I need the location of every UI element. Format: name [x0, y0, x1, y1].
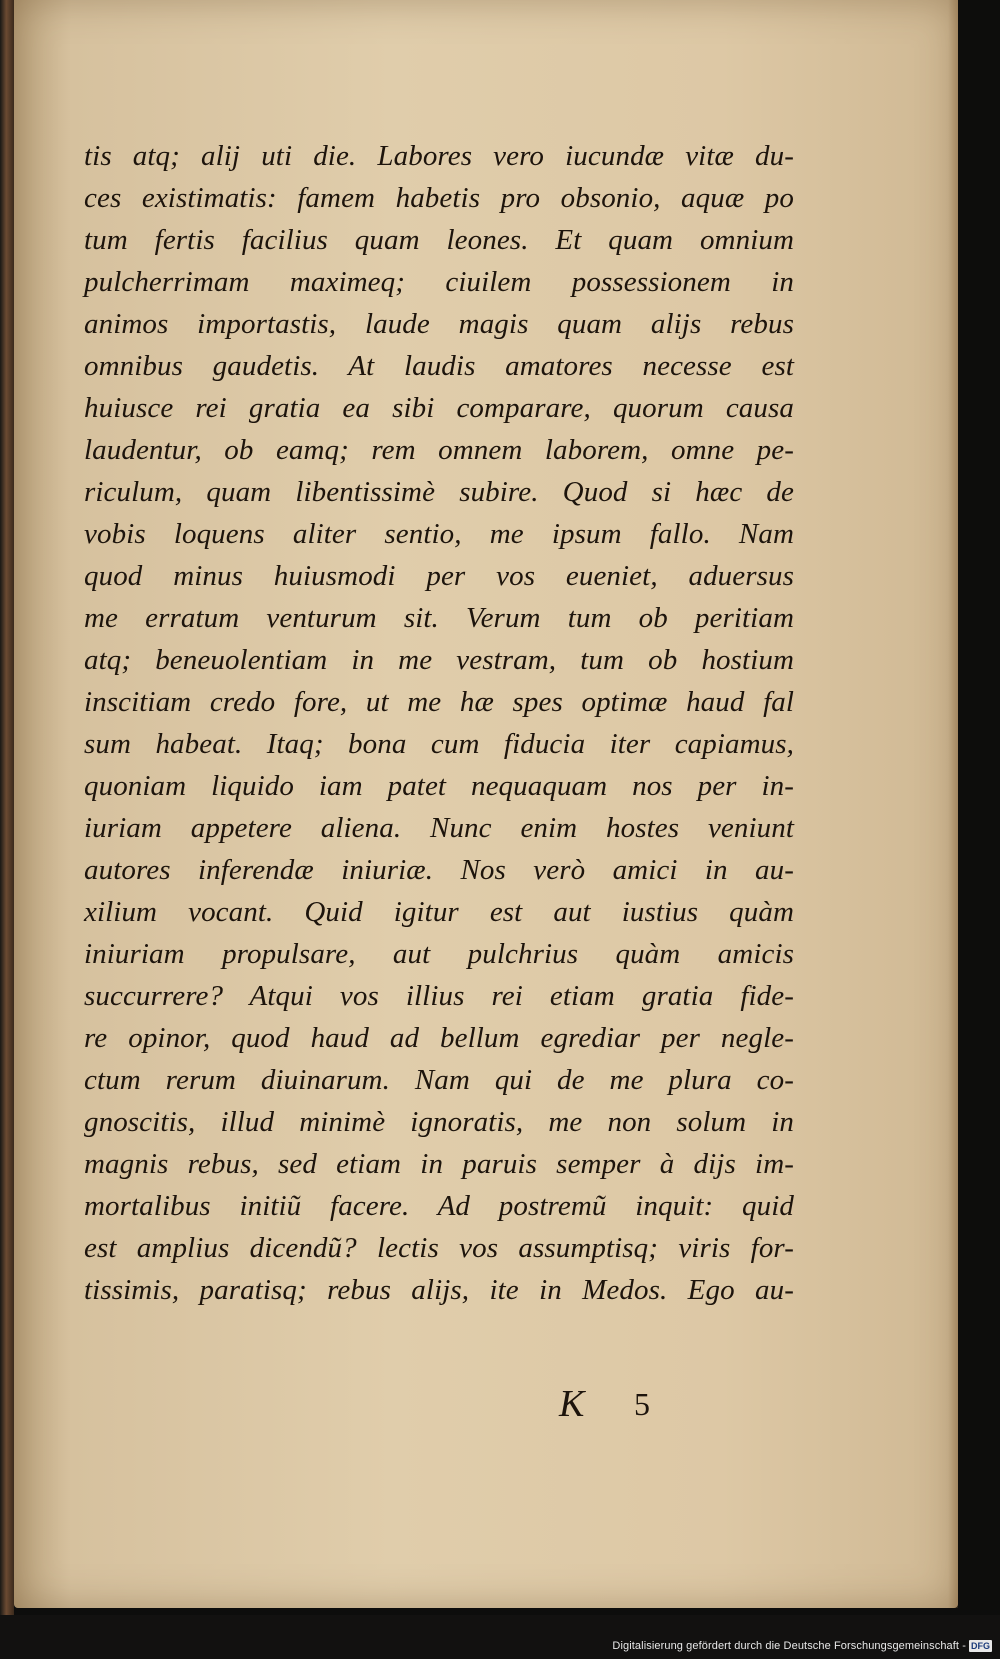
footer-credit-text: Digitalisierung gefördert durch die Deutsche Forschungsgemeinschaft -: [612, 1640, 966, 1652]
text-line: ctum rerum diuinarum. Nam qui de me plura co-: [84, 1064, 794, 1096]
book-page: [14, 0, 958, 1608]
text-line: gnoscitis, illud minimè ignoratis, me non solum in: [84, 1106, 794, 1138]
text-line: animos importastis, laude magis quam alijs rebus: [84, 308, 794, 340]
page-number: 5: [634, 1386, 650, 1422]
signature-mark: K: [559, 1383, 585, 1425]
text-line: sum habeat. Itaq; bona cum fiducia iter capiamus,: [84, 728, 794, 760]
text-line: xilium vocant. Quid igitur est aut iustius quàm: [84, 896, 794, 928]
text-line: autores inferendæ iniuriæ. Nos verò amici in au-: [84, 854, 794, 886]
text-line: laudentur, ob eamq; rem omnem laborem, omne pe-: [84, 434, 794, 466]
text-line: huiusce rei gratia ea sibi comparare, quorum causa: [84, 392, 794, 424]
text-line: pulcherrimam maximeq; ciuilem possessionem in: [84, 266, 794, 298]
text-line: omnibus gaudetis. At laudis amatores necesse est: [84, 350, 794, 382]
text-line: vobis loquens aliter sentio, me ipsum fallo. Nam: [84, 518, 794, 550]
scan-background: [0, 1615, 1000, 1659]
dfg-logo-icon: DFG: [971, 1641, 990, 1651]
text-line: riculum, quam libentissimè subire. Quod si hæc de: [84, 476, 794, 508]
page-text-block: [84, 135, 794, 1311]
text-line: mortalibus initiũ facere. Ad postremũ inquit: quid: [84, 1190, 794, 1222]
text-line: me erratum venturum sit. Verum tum ob peritiam: [84, 602, 794, 634]
text-line: iuriam appetere aliena. Nunc enim hostes veniunt: [84, 812, 794, 844]
text-line: inscitiam credo fore, ut me hæ spes optimæ haud fal: [84, 686, 794, 718]
text-line: atq; beneuolentiam in me vestram, tum ob hostium: [84, 644, 794, 676]
text-line: succurrere? Atqui vos illius rei etiam gratia fide-: [84, 980, 794, 1012]
text-line: iniuriam propulsare, aut pulchrius quàm amicis: [84, 938, 794, 970]
text-line: quoniam liquido iam patet nequaquam nos per in-: [84, 770, 794, 802]
text-line: est amplius dicendũ? lectis vos assumptisq; viris for-: [84, 1232, 794, 1264]
text-line: magnis rebus, sed etiam in paruis semper à dijs im-: [84, 1148, 794, 1180]
text-line: tum fertis facilius quam leones. Et quam omnium: [84, 224, 794, 256]
text-line: quod minus huiusmodi per vos eueniet, aduersus: [84, 560, 794, 592]
text-line: tissimis, paratisq; rebus alijs, ite in Medos. Ego au-: [84, 1274, 794, 1306]
digitization-footer: [612, 1640, 992, 1652]
book-edge: [0, 0, 14, 1659]
text-line: re opinor, quod haud ad bellum egrediar per negle-: [84, 1022, 794, 1054]
text-line: ces existimatis: famem habetis pro obsonio, aquæ po: [84, 182, 794, 214]
text-line: tis atq; alij uti die. Labores vero iucundæ vitæ du-: [84, 140, 794, 172]
